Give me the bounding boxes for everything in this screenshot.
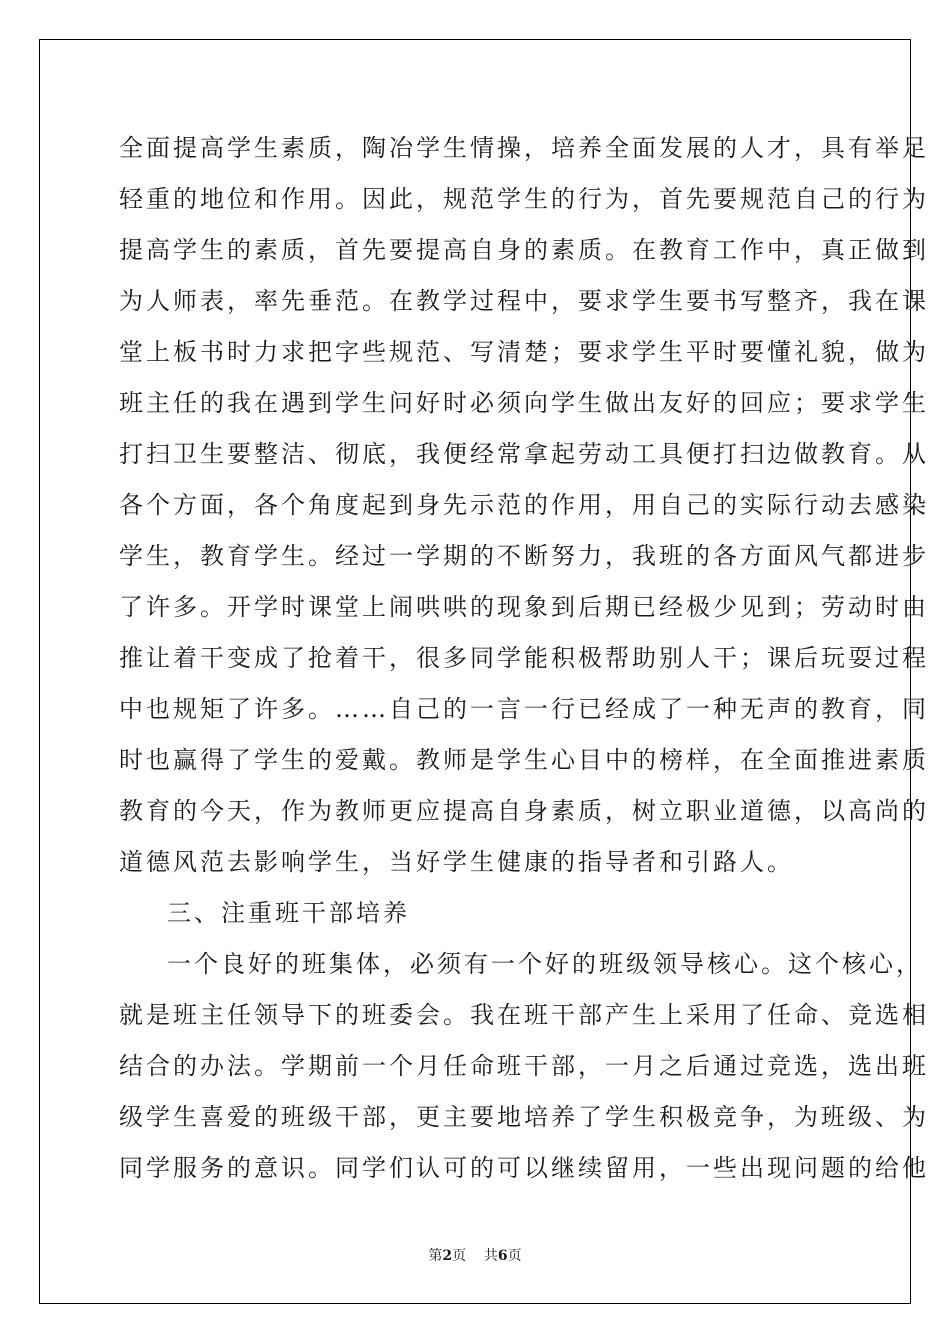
- text-line: 结合的办法。学期前一个月任命班干部，一月之后通过竞选，选出班: [119, 1052, 929, 1080]
- text-line: 打扫卫生要整洁、彻底，我便经常拿起劳动工具便打扫边做教育。从: [119, 440, 929, 468]
- text-line: 同学服务的意识。同学们认可的可以继续留用，一些出现问题的给他: [119, 1154, 929, 1182]
- section-heading: 三、注重班干部培养: [167, 899, 410, 927]
- text-line: 级学生喜爱的班级干部，更主要地培养了学生积极竞争，为班级、为: [119, 1103, 929, 1131]
- text-line: 了许多。开学时课堂上闹哄哄的现象到后期已经极少见到；劳动时由: [119, 593, 929, 621]
- text-line: 全面提高学生素质，陶冶学生情操，培养全面发展的人才，具有举足: [119, 134, 929, 162]
- total-label: 页: [507, 1248, 522, 1264]
- text-line: 堂上板书时力求把字些规范、写清楚；要求学生平时要懂礼貌，做为: [119, 338, 929, 366]
- page-label: 页: [452, 1248, 467, 1264]
- page-footer: [0, 1246, 950, 1266]
- text-line: 教育的今天，作为教师更应提高自身素质，树立职业道德，以高尚的: [119, 797, 929, 825]
- text-line: 中也规矩了许多。……自己的一言一行已经成了一种无声的教育，同: [119, 695, 929, 723]
- page-prefix: 第: [428, 1248, 443, 1264]
- text-line: 各个方面，各个角度起到身先示范的作用，用自己的实际行动去感染: [119, 491, 929, 519]
- text-line: 就是班主任领导下的班委会。我在班干部产生上采用了任命、竞选相: [119, 1001, 929, 1029]
- text-line: 轻重的地位和作用。因此，规范学生的行为，首先要规范自己的行为: [119, 185, 929, 213]
- total-prefix: 共: [483, 1248, 498, 1264]
- text-line: 推让着干变成了抢着干，很多同学能积极帮助别人干；课后玩耍过程: [119, 644, 929, 672]
- text-line: 为人师表，率先垂范。在教学过程中，要求学生要书写整齐，我在课: [119, 287, 929, 315]
- text-line: 提高学生的素质，首先要提高自身的素质。在教育工作中，真正做到: [119, 236, 929, 264]
- text-line: 班主任的我在遇到学生问好时必须向学生做出友好的回应；要求学生: [119, 389, 929, 417]
- text-line: 时也赢得了学生的爱戴。教师是学生心目中的榜样，在全面推进素质: [119, 746, 929, 774]
- page-total: 6: [497, 1248, 508, 1264]
- text-line: 道德风范去影响学生，当好学生健康的指导者和引路人。: [119, 848, 794, 876]
- text-line: 一个良好的班集体，必须有一个好的班级领导核心。这个核心，: [167, 950, 923, 978]
- page-current: 2: [442, 1248, 453, 1264]
- text-line: 学生，教育学生。经过一学期的不断努力，我班的各方面风气都进步: [119, 542, 929, 570]
